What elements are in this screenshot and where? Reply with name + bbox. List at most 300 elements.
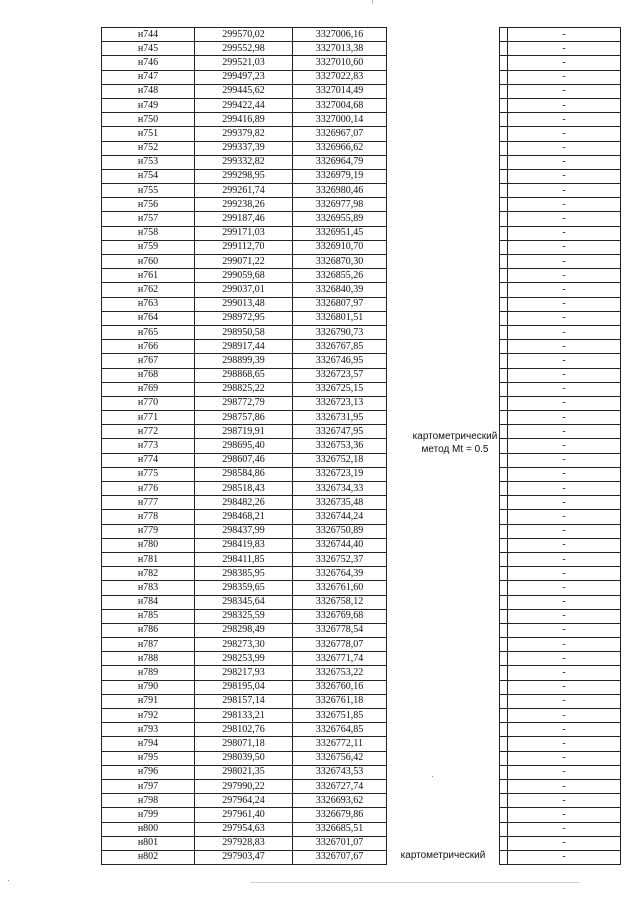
spacer-cell [500, 198, 508, 212]
point-cell: н772 [102, 425, 195, 439]
method-cell [387, 98, 500, 112]
method-cell [387, 70, 500, 84]
table-row [102, 28, 621, 42]
method-cell [387, 113, 500, 127]
spacer-cell [500, 283, 508, 297]
method-cell [387, 283, 500, 297]
x-coordinate-cell: 298868,65 [195, 368, 293, 382]
table-row [102, 765, 621, 779]
point-cell: н794 [102, 737, 195, 751]
spacer-cell [500, 184, 508, 198]
y-coordinate-cell: 3326767,85 [293, 340, 387, 354]
y-coordinate-cell: 3326723,57 [293, 368, 387, 382]
dash-cell: - [508, 155, 621, 169]
point-cell: н779 [102, 524, 195, 538]
x-coordinate-cell: 299445,62 [195, 84, 293, 98]
x-coordinate-cell: 298298,49 [195, 623, 293, 637]
y-coordinate-cell: 3326734,33 [293, 482, 387, 496]
table-row [102, 666, 621, 680]
table-row [102, 439, 621, 453]
method-cell [387, 198, 500, 212]
x-coordinate-cell: 298039,50 [195, 751, 293, 765]
table-row [102, 822, 621, 836]
table-row [102, 581, 621, 595]
method-cell [387, 510, 500, 524]
x-coordinate-cell: 299298,95 [195, 169, 293, 183]
x-coordinate-cell: 299497,23 [195, 70, 293, 84]
table-row [102, 453, 621, 467]
method-cell [387, 709, 500, 723]
spacer-cell [500, 127, 508, 141]
spacer-cell [500, 510, 508, 524]
x-coordinate-cell: 298345,64 [195, 595, 293, 609]
spacer-cell [500, 113, 508, 127]
x-coordinate-cell: 298411,85 [195, 552, 293, 566]
x-coordinate-cell: 298917,44 [195, 340, 293, 354]
method-cell [387, 794, 500, 808]
spacer-cell [500, 709, 508, 723]
x-coordinate-cell: 299171,03 [195, 226, 293, 240]
point-cell: н746 [102, 56, 195, 70]
dash-cell: - [508, 808, 621, 822]
x-coordinate-cell: 298217,93 [195, 666, 293, 680]
table-row [102, 850, 621, 864]
spacer-cell [500, 680, 508, 694]
dash-cell: - [508, 198, 621, 212]
table-row [102, 184, 621, 198]
x-coordinate-cell: 298719,91 [195, 425, 293, 439]
spacer-cell [500, 623, 508, 637]
y-coordinate-cell: 3326744,24 [293, 510, 387, 524]
dash-cell: - [508, 255, 621, 269]
method-cell [387, 822, 500, 836]
table-row [102, 169, 621, 183]
dash-cell: - [508, 482, 621, 496]
method-cell [387, 836, 500, 850]
y-coordinate-cell: 3326967,07 [293, 127, 387, 141]
method-line-1: картометрический [412, 431, 498, 442]
point-cell: н796 [102, 765, 195, 779]
table-row [102, 297, 621, 311]
point-cell: н788 [102, 652, 195, 666]
table-row [102, 794, 621, 808]
method-cell [387, 141, 500, 155]
method-cell [387, 496, 500, 510]
spacer-cell [500, 325, 508, 339]
method-cell [387, 581, 500, 595]
y-coordinate-cell: 3327014,49 [293, 84, 387, 98]
point-cell: н798 [102, 794, 195, 808]
x-coordinate-cell: 298468,21 [195, 510, 293, 524]
table-row [102, 42, 621, 56]
point-cell: н759 [102, 240, 195, 254]
spacer-cell [500, 98, 508, 112]
spacer-cell [500, 496, 508, 510]
method-cell [387, 567, 500, 581]
method-cell [387, 609, 500, 623]
table-row [102, 723, 621, 737]
point-cell: н777 [102, 496, 195, 510]
table-row [102, 396, 621, 410]
x-coordinate-cell: 299059,68 [195, 269, 293, 283]
method-cell [387, 751, 500, 765]
spacer-cell [500, 340, 508, 354]
y-coordinate-cell: 3326772,11 [293, 737, 387, 751]
y-coordinate-cell: 3326746,95 [293, 354, 387, 368]
x-coordinate-cell: 299422,44 [195, 98, 293, 112]
x-coordinate-cell: 299332,82 [195, 155, 293, 169]
y-coordinate-cell: 3326693,62 [293, 794, 387, 808]
spacer-cell [500, 155, 508, 169]
spacer-cell [500, 411, 508, 425]
point-cell: н753 [102, 155, 195, 169]
x-coordinate-cell: 298419,83 [195, 538, 293, 552]
y-coordinate-cell: 3326707,67 [293, 850, 387, 864]
method-cell [387, 652, 500, 666]
dash-cell: - [508, 411, 621, 425]
dash-cell: - [508, 595, 621, 609]
spacer-cell [500, 255, 508, 269]
point-cell: н776 [102, 482, 195, 496]
dash-cell: - [508, 28, 621, 42]
y-coordinate-cell: 3326980,46 [293, 184, 387, 198]
dash-cell: - [508, 765, 621, 779]
y-coordinate-cell: 3326964,79 [293, 155, 387, 169]
dash-cell: - [508, 84, 621, 98]
method-cell [387, 368, 500, 382]
y-coordinate-cell: 3326769,68 [293, 609, 387, 623]
x-coordinate-cell: 298133,21 [195, 709, 293, 723]
dash-cell: - [508, 212, 621, 226]
table-row [102, 283, 621, 297]
point-cell: н795 [102, 751, 195, 765]
spacer-cell [500, 240, 508, 254]
dash-cell: - [508, 737, 621, 751]
y-coordinate-cell: 3326979,19 [293, 169, 387, 183]
x-coordinate-cell: 299071,22 [195, 255, 293, 269]
y-coordinate-cell: 3326752,18 [293, 453, 387, 467]
spacer-cell [500, 226, 508, 240]
x-coordinate-cell: 299337,39 [195, 141, 293, 155]
point-cell: н751 [102, 127, 195, 141]
method-cell [387, 212, 500, 226]
spacer-cell [500, 538, 508, 552]
table-row [102, 226, 621, 240]
point-cell: н749 [102, 98, 195, 112]
x-coordinate-cell: 297964,24 [195, 794, 293, 808]
x-coordinate-cell: 298437,99 [195, 524, 293, 538]
method-cell [387, 411, 500, 425]
y-coordinate-cell: 3326760,16 [293, 680, 387, 694]
method-cell [387, 240, 500, 254]
table-row [102, 680, 621, 694]
method-cell [387, 850, 500, 864]
spacer-cell [500, 368, 508, 382]
y-coordinate-cell: 3326790,73 [293, 325, 387, 339]
y-coordinate-cell: 3326977,98 [293, 198, 387, 212]
spacer-cell [500, 169, 508, 183]
x-coordinate-cell: 298972,95 [195, 311, 293, 325]
table-row [102, 325, 621, 339]
dash-cell: - [508, 439, 621, 453]
x-coordinate-cell: 298385,95 [195, 567, 293, 581]
spacer-cell [500, 482, 508, 496]
dash-cell: - [508, 269, 621, 283]
spacer-cell [500, 694, 508, 708]
y-coordinate-cell: 3326679,86 [293, 808, 387, 822]
spacer-cell [500, 808, 508, 822]
y-coordinate-cell: 3326743,53 [293, 765, 387, 779]
y-coordinate-cell: 3326966,62 [293, 141, 387, 155]
scan-speck [8, 880, 9, 881]
x-coordinate-cell: 299416,89 [195, 113, 293, 127]
point-cell: н758 [102, 226, 195, 240]
point-cell: н765 [102, 325, 195, 339]
method-cell [387, 155, 500, 169]
dash-cell: - [508, 169, 621, 183]
table-row [102, 141, 621, 155]
method-cell [387, 808, 500, 822]
table-row [102, 255, 621, 269]
point-cell: н802 [102, 850, 195, 864]
y-coordinate-cell: 3326771,74 [293, 652, 387, 666]
dash-cell: - [508, 680, 621, 694]
spacer-cell [500, 212, 508, 226]
y-coordinate-cell: 3326840,39 [293, 283, 387, 297]
method-cell [387, 226, 500, 240]
method-cell [387, 354, 500, 368]
point-cell: н791 [102, 694, 195, 708]
x-coordinate-cell: 298195,04 [195, 680, 293, 694]
y-coordinate-cell: 3327013,38 [293, 42, 387, 56]
y-coordinate-cell: 3326685,51 [293, 822, 387, 836]
spacer-cell [500, 84, 508, 98]
point-cell: н787 [102, 638, 195, 652]
scan-speck [432, 776, 433, 777]
y-coordinate-cell: 3326778,07 [293, 638, 387, 652]
table-row [102, 751, 621, 765]
dash-cell: - [508, 638, 621, 652]
x-coordinate-cell: 298757,86 [195, 411, 293, 425]
dash-cell: - [508, 226, 621, 240]
table-row [102, 84, 621, 98]
x-coordinate-cell: 298825,22 [195, 382, 293, 396]
dash-cell: - [508, 822, 621, 836]
table-row [102, 482, 621, 496]
x-coordinate-cell: 299521,03 [195, 56, 293, 70]
x-coordinate-cell: 298021,35 [195, 765, 293, 779]
x-coordinate-cell: 299187,46 [195, 212, 293, 226]
spacer-cell [500, 850, 508, 864]
dash-cell: - [508, 141, 621, 155]
point-cell: н762 [102, 283, 195, 297]
method-cell [387, 169, 500, 183]
table-row [102, 98, 621, 112]
dash-cell: - [508, 779, 621, 793]
table-row [102, 155, 621, 169]
dash-cell: - [508, 297, 621, 311]
y-coordinate-cell: 3326870,30 [293, 255, 387, 269]
method-cell [387, 552, 500, 566]
dash-cell: - [508, 609, 621, 623]
method-cell [387, 84, 500, 98]
dash-cell: - [508, 581, 621, 595]
x-coordinate-cell: 297990,22 [195, 779, 293, 793]
y-coordinate-cell: 3326750,89 [293, 524, 387, 538]
table-row [102, 709, 621, 723]
table-row [102, 269, 621, 283]
dash-cell: - [508, 56, 621, 70]
table-row [102, 638, 621, 652]
x-coordinate-cell: 298482,26 [195, 496, 293, 510]
dash-cell: - [508, 794, 621, 808]
spacer-cell [500, 396, 508, 410]
method-cell [387, 694, 500, 708]
coordinates-table [101, 27, 621, 865]
point-cell: н800 [102, 822, 195, 836]
method-last-label: картометрический [400, 850, 486, 862]
table-row [102, 808, 621, 822]
x-coordinate-cell: 299552,98 [195, 42, 293, 56]
spacer-cell [500, 354, 508, 368]
point-cell: н778 [102, 510, 195, 524]
dash-cell: - [508, 184, 621, 198]
spacer-cell [500, 836, 508, 850]
x-coordinate-cell: 299379,82 [195, 127, 293, 141]
spacer-cell [500, 567, 508, 581]
y-coordinate-cell: 3326764,39 [293, 567, 387, 581]
table-row [102, 212, 621, 226]
table-row [102, 737, 621, 751]
spacer-cell [500, 269, 508, 283]
scan-edge-line [250, 882, 580, 883]
x-coordinate-cell: 299112,70 [195, 240, 293, 254]
method-cell [387, 680, 500, 694]
method-cell [387, 340, 500, 354]
method-cell [387, 184, 500, 198]
point-cell: н755 [102, 184, 195, 198]
point-cell: н793 [102, 723, 195, 737]
spacer-cell [500, 42, 508, 56]
table-row [102, 623, 621, 637]
y-coordinate-cell: 3326727,74 [293, 779, 387, 793]
dash-cell: - [508, 510, 621, 524]
spacer-cell [500, 581, 508, 595]
spacer-cell [500, 609, 508, 623]
y-coordinate-cell: 3326744,40 [293, 538, 387, 552]
method-cell [387, 297, 500, 311]
y-coordinate-cell: 3326955,89 [293, 212, 387, 226]
point-cell: н801 [102, 836, 195, 850]
y-coordinate-cell: 3326753,22 [293, 666, 387, 680]
dash-cell: - [508, 368, 621, 382]
y-coordinate-cell: 3326761,18 [293, 694, 387, 708]
x-coordinate-cell: 298584,86 [195, 467, 293, 481]
y-coordinate-cell: 3326764,85 [293, 723, 387, 737]
table-row [102, 595, 621, 609]
dash-cell: - [508, 666, 621, 680]
method-cell [387, 737, 500, 751]
y-coordinate-cell: 3327010,60 [293, 56, 387, 70]
spacer-cell [500, 652, 508, 666]
point-cell: н775 [102, 467, 195, 481]
table-row [102, 311, 621, 325]
point-cell: н754 [102, 169, 195, 183]
dash-cell: - [508, 496, 621, 510]
dash-cell: - [508, 850, 621, 864]
x-coordinate-cell: 298157,14 [195, 694, 293, 708]
point-cell: н760 [102, 255, 195, 269]
dash-cell: - [508, 425, 621, 439]
y-coordinate-cell: 3326807,97 [293, 297, 387, 311]
dash-cell: - [508, 524, 621, 538]
y-coordinate-cell: 3326801,51 [293, 311, 387, 325]
dash-cell: - [508, 340, 621, 354]
point-cell: н790 [102, 680, 195, 694]
point-cell: н748 [102, 84, 195, 98]
table-body [102, 28, 621, 865]
dash-cell: - [508, 382, 621, 396]
dash-cell: - [508, 127, 621, 141]
table-row [102, 552, 621, 566]
x-coordinate-cell: 299037,01 [195, 283, 293, 297]
y-coordinate-cell: 3326778,54 [293, 623, 387, 637]
method-cell [387, 538, 500, 552]
dash-cell: - [508, 453, 621, 467]
y-coordinate-cell: 3326731,95 [293, 411, 387, 425]
point-cell: н756 [102, 198, 195, 212]
x-coordinate-cell: 299013,48 [195, 297, 293, 311]
dash-cell: - [508, 836, 621, 850]
x-coordinate-cell: 298518,43 [195, 482, 293, 496]
y-coordinate-cell: 3327000,14 [293, 113, 387, 127]
spacer-cell [500, 765, 508, 779]
dash-cell: - [508, 467, 621, 481]
table-row [102, 382, 621, 396]
dash-cell: - [508, 396, 621, 410]
method-cell [387, 269, 500, 283]
method-line-2: метод Mt = 0.5 [421, 444, 489, 455]
scan-mark [372, 0, 373, 4]
x-coordinate-cell: 297928,83 [195, 836, 293, 850]
y-coordinate-cell: 3326756,42 [293, 751, 387, 765]
point-cell: н766 [102, 340, 195, 354]
point-cell: н767 [102, 354, 195, 368]
y-coordinate-cell: 3326747,95 [293, 425, 387, 439]
y-coordinate-cell: 3326723,19 [293, 467, 387, 481]
method-cell [387, 666, 500, 680]
spacer-cell [500, 28, 508, 42]
table-row [102, 198, 621, 212]
spacer-cell [500, 141, 508, 155]
spacer-cell [500, 56, 508, 70]
x-coordinate-cell: 297954,63 [195, 822, 293, 836]
dash-cell: - [508, 567, 621, 581]
table-row [102, 425, 621, 439]
point-cell: н782 [102, 567, 195, 581]
spacer-cell [500, 552, 508, 566]
x-coordinate-cell: 298253,99 [195, 652, 293, 666]
dash-cell: - [508, 354, 621, 368]
method-cell [387, 28, 500, 42]
method-cell [387, 396, 500, 410]
y-coordinate-cell: 3327006,16 [293, 28, 387, 42]
method-cell [387, 311, 500, 325]
table-row [102, 694, 621, 708]
point-cell: н764 [102, 311, 195, 325]
dash-cell: - [508, 751, 621, 765]
x-coordinate-cell: 298325,59 [195, 609, 293, 623]
